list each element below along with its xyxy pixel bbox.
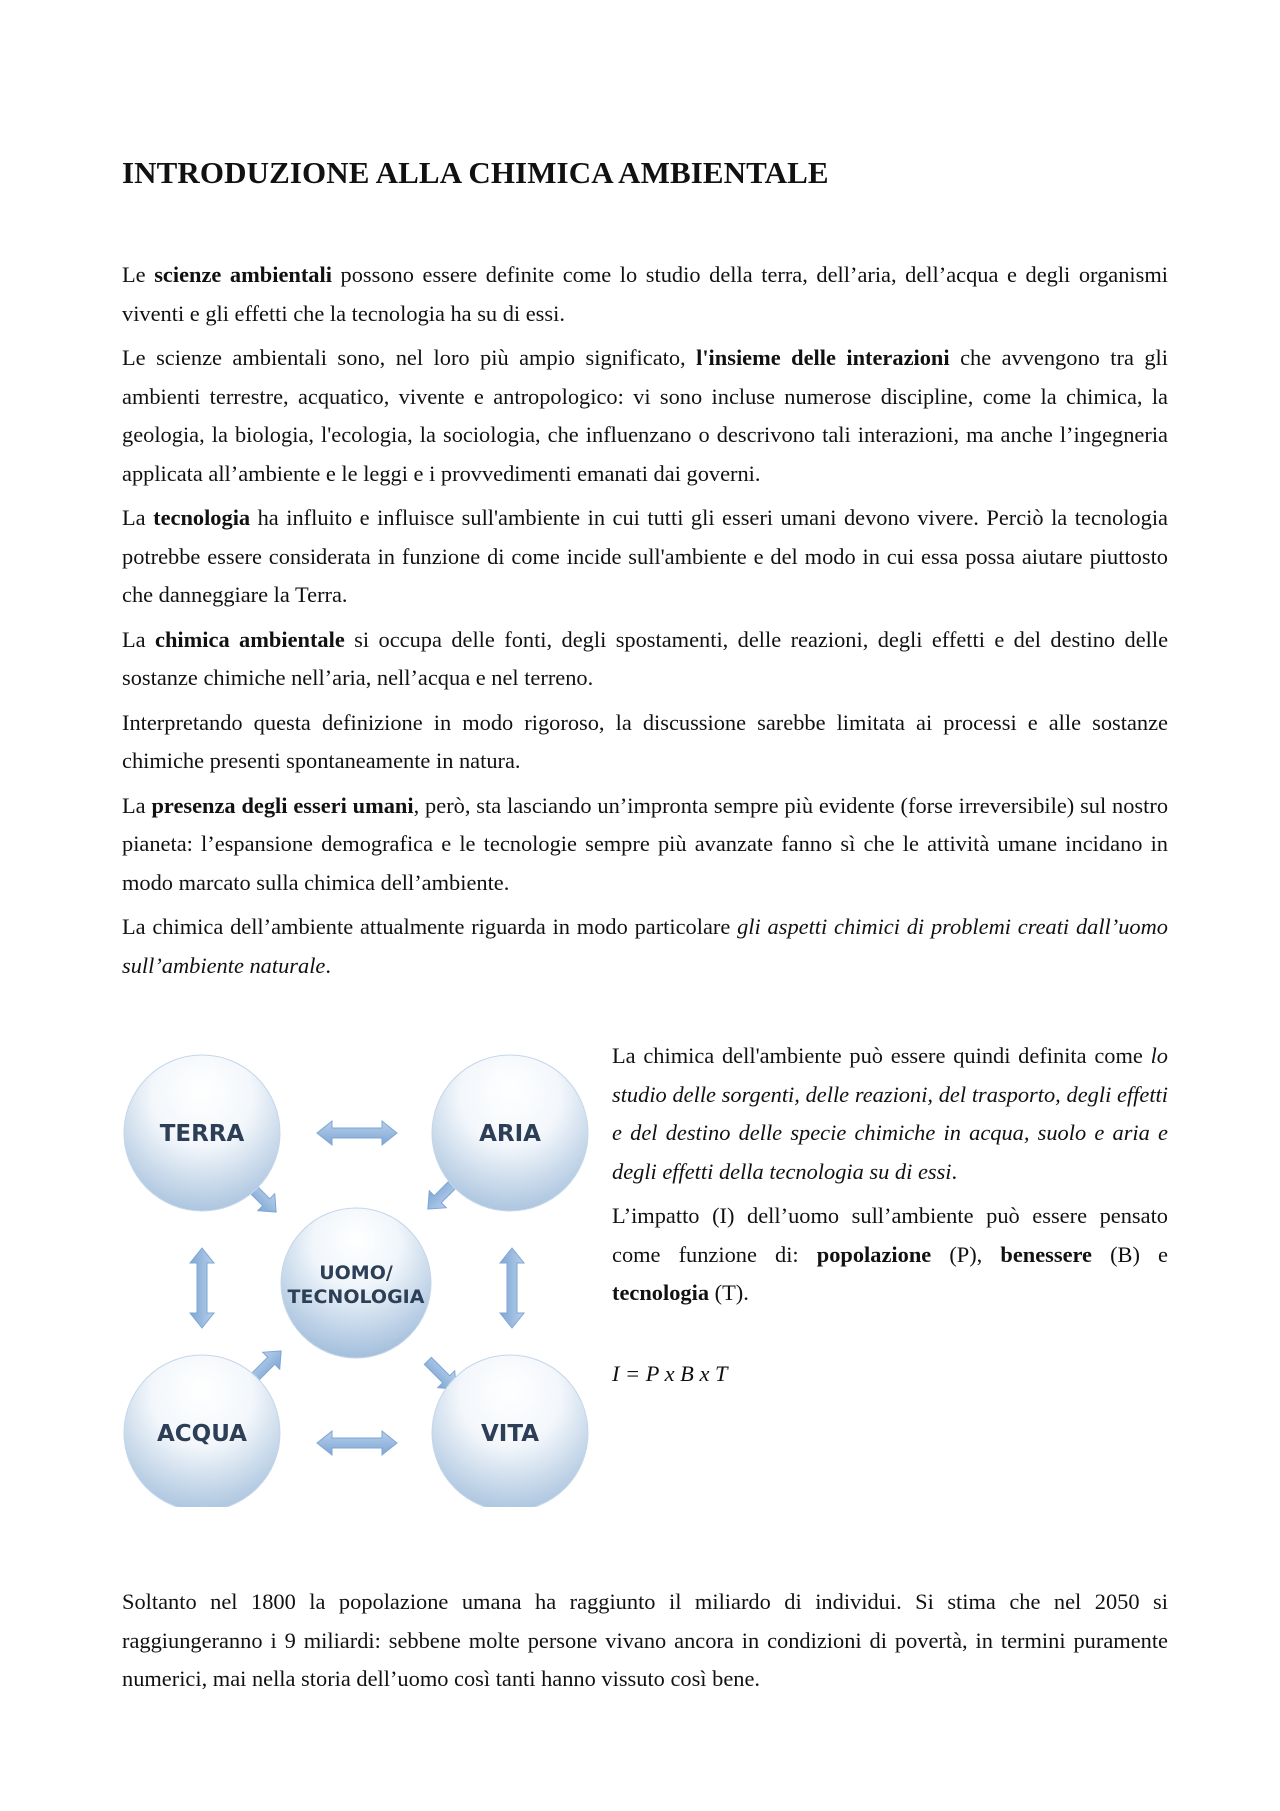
text-run: La [122, 626, 156, 652]
paragraph-chimica-attualmente [122, 908, 1168, 985]
figure-row [122, 1037, 1168, 1517]
paragraph-presenza-umani [122, 787, 1168, 903]
node-terra [124, 1055, 280, 1211]
text-run: La [122, 792, 152, 818]
italic-phrase: gli aspetti chimici di problemi creati dall’uomo sull’ambiente naturale [122, 914, 1168, 978]
text-run: Le scienze ambientali sono, nel loro più ampio significato, [122, 345, 697, 370]
paragraph-chimica-ambientale [122, 621, 1168, 698]
environment-diagram [122, 1045, 590, 1507]
bold-term: presenza degli esseri umani [151, 792, 414, 818]
bold-term: scienze ambientali [154, 262, 332, 287]
text-run: ha influito e influisce sull'ambiente in cui tutti gli esseri umani devono vivere. Perciò la tecnologia potrebbe essere considerata in funzione di come incide sull'ambiente e del modo in cui essa possa aiutare piuttosto che danneggiare la Terra. [122, 505, 1168, 607]
node-vita [432, 1355, 588, 1507]
text-run: . [951, 1158, 958, 1184]
intro-body [122, 256, 1168, 991]
node-label-tecnologia: TECNOLOGIA [287, 1286, 425, 1308]
text-run: che avvengono tra gli ambienti terrestre, acquatico, vivente e antropologico: vi sono incluse numerose discipline, come la chimica, la geologia, la biologia, l'ecologia, la sociologia, che influenzano o descrivono tali interazioni, ma anche l’ingegneria applicata all’ambiente e le leggi e i provvedimenti emanati dai governi. [122, 345, 1168, 486]
node-label-aria: ARIA [479, 1121, 541, 1147]
arrow-terra-aria [317, 1121, 397, 1145]
text-run: si occupa delle fonti, degli spostamenti, delle reazioni, degli effetti e del destino delle sostanze chimiche nell’aria, nell’acqua e nel terreno. [122, 626, 1169, 690]
text-run: (T). [709, 1280, 749, 1305]
text-run: La chimica dell’ambiente attualmente riguarda in modo particolare [122, 914, 738, 939]
bold-term: tecnologia [153, 505, 251, 530]
node-aria [432, 1055, 588, 1211]
node-label-terra: TERRA [159, 1121, 245, 1147]
text-run: Interpretando questa definizione in modo rigoroso, la discussione sarebbe limitata ai processi e alle sostanze chimiche presenti spontaneamente in natura. [122, 709, 1168, 773]
text-run: La chimica dell'ambiente può essere quindi definita come [612, 1043, 1151, 1068]
italic-phrase: lo studio delle sorgenti, delle reazioni, del trasporto, degli effetti e del destino delle specie chimiche in acqua, suolo e aria e degli effetti della tecnologia su di essi [612, 1043, 1168, 1184]
node-uomo-tecnologia [281, 1208, 431, 1358]
paragraph-popolazione [122, 1583, 1168, 1699]
paragraph-insieme-interazioni [122, 339, 1168, 493]
text-run: , però, sta lasciando un’impronta sempre più evidente (forse irreversibile) sul nostro pianeta: l’espansione demografica e le tecnologie sempre più avanzate fanno sì che le attività umane incidano in modo marcato sulla chimica dell’ambiente. [122, 792, 1169, 895]
text-run: (B) e [1092, 1241, 1168, 1267]
side-column [612, 1037, 1168, 1399]
paragraph-interpretando [122, 704, 1168, 781]
text-run: . [325, 952, 331, 978]
arrow-terra-acqua [190, 1248, 214, 1328]
node-label-vita: VITA [480, 1421, 540, 1447]
arrow-aria-vita [500, 1248, 524, 1328]
paragraph-definizione [612, 1037, 1168, 1191]
paragraph-tecnologia [122, 499, 1168, 615]
node-label-uomo: UOMO/ [319, 1262, 393, 1284]
text-run: L’impatto (I) dell’uomo sull’ambiente può essere pensato come funzione di: [612, 1203, 1168, 1267]
text-run: (P), [931, 1241, 1001, 1267]
page-title: INTRODUZIONE ALLA CHIMICA AMBIENTALE [122, 155, 829, 190]
node-label-acqua: ACQUA [156, 1421, 248, 1447]
text-run: Le [122, 262, 155, 287]
bold-term: chimica ambientale [155, 626, 345, 652]
bold-term: popolazione [816, 1241, 932, 1267]
paragraph-impatto [612, 1197, 1168, 1313]
paragraph-scienze-ambientali [122, 256, 1168, 333]
impact-formula: I = P x B x T [612, 1360, 728, 1386]
node-acqua [124, 1355, 280, 1507]
arrow-acqua-vita [317, 1431, 397, 1455]
bold-term: tecnologia [612, 1280, 710, 1305]
bold-term: l'insieme delle interazioni [696, 345, 950, 370]
bold-term: benessere [1000, 1241, 1092, 1267]
text-run: possono essere definite come lo studio della terra, dell’aria, dell’acqua e degli organismi viventi e gli effetti che la tecnologia ha su di essi. [122, 262, 1169, 326]
text-run: La [122, 505, 154, 530]
text-run: Soltanto nel 1800 la popolazione umana ha raggiunto il miliardo di individui. Si stima che nel 2050 si raggiungeranno i 9 miliardi: sebbene molte persone vivano ancora in condizioni di povertà, in termini puramente numerici, mai nella storia dell’uomo così tanti hanno vissuto così bene. [122, 1589, 1168, 1691]
